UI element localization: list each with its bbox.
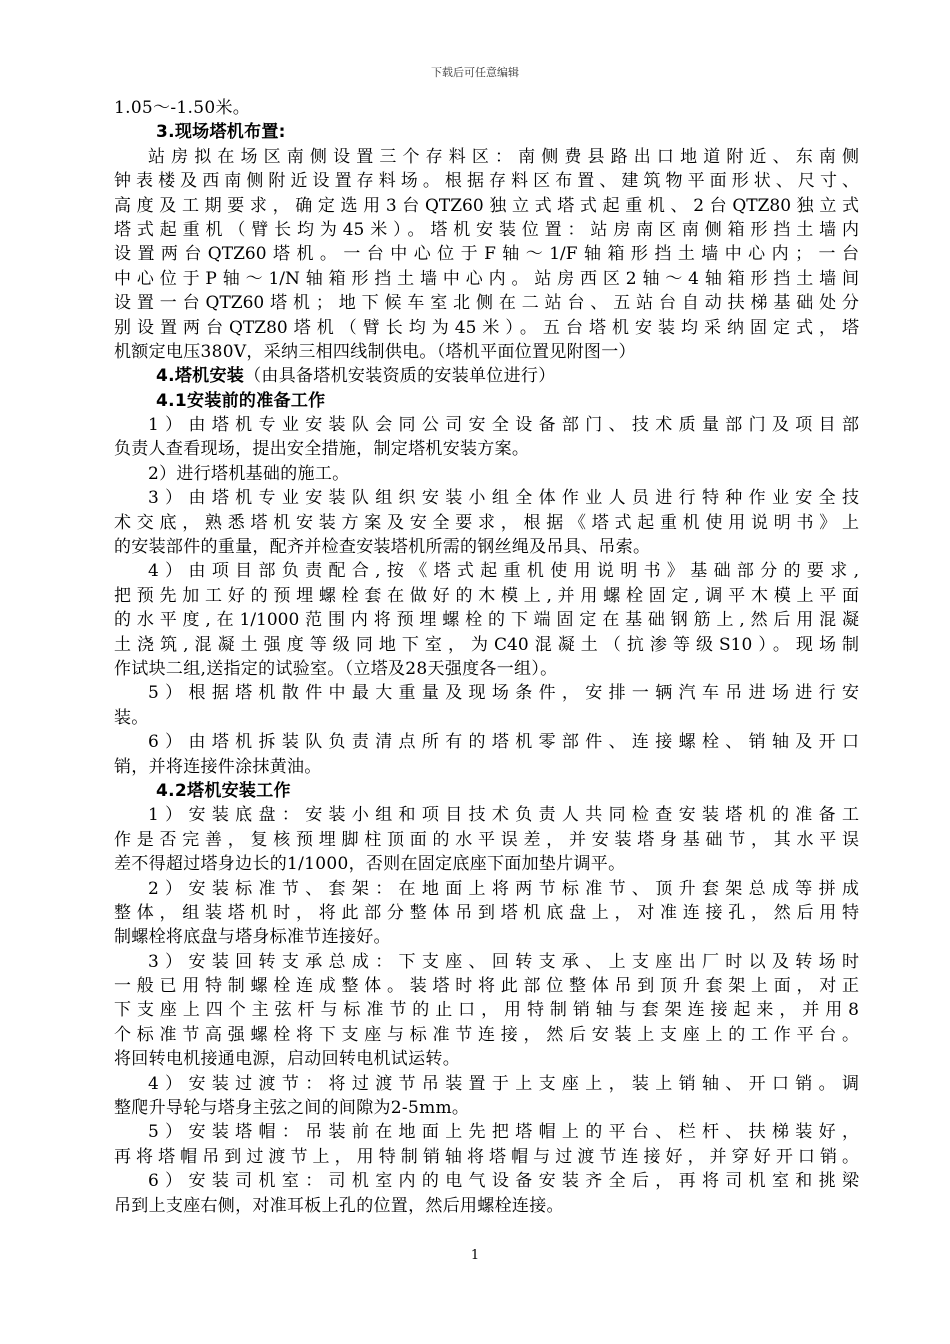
line-text: 的水平度,在1/1000范围内将预埋螺栓的下端固定在基础钢筋上,然后用混凝: [114, 610, 859, 631]
text-line: [114, 169, 859, 193]
text-line: [114, 145, 859, 169]
text-line: [114, 1023, 859, 1047]
line-text: 再将塔帽吊到过渡节上，用特制销轴将塔帽与过渡节连接好，并穿好开口销。: [114, 1146, 859, 1167]
text-line: [114, 316, 859, 340]
text-line: [114, 852, 859, 876]
line-text: 3）安装回转支承总成：下支座、回转支承、上支座出厂时以及转场时: [148, 951, 859, 972]
text-line: [114, 535, 859, 559]
text-line: [114, 1169, 859, 1193]
line-text: 下支座上四个主弦杆与标准节的止口，用特制销轴与套架连接起来，并用8: [114, 1000, 859, 1021]
text-line: [114, 1145, 859, 1169]
text-line: [114, 96, 859, 120]
text-line: [114, 755, 859, 779]
text-line: [114, 974, 859, 998]
text-line: [114, 1072, 859, 1096]
text-line: [114, 633, 859, 657]
text-line: [114, 340, 859, 364]
line-text: 别设置两台QTZ80塔机（臂长均为45米）。五台塔机安装均采纳固定式，塔: [114, 317, 859, 338]
document-body: [114, 96, 859, 1218]
line-text: 6）由塔机拆装队负责清点所有的塔机零部件、连接螺栓、销轴及开口: [148, 732, 859, 753]
line-text: 差不得超过塔身边长的1/1000，否则在固定底座下面加垫片调平。: [114, 854, 626, 875]
text-line: [114, 706, 859, 730]
line-text: 负责人查看现场，提出安全措施，制定塔机安装方案。: [114, 439, 530, 460]
text-line: [114, 877, 859, 901]
page-header: 下载后可任意编辑: [431, 66, 519, 79]
line-text: 装。: [114, 707, 149, 728]
text-line: [114, 218, 859, 242]
text-line: [114, 559, 859, 583]
text-line: [114, 803, 859, 827]
line-text: 吊到上支座右侧，对准耳板上孔的位置，然后用螺栓连接。: [114, 1195, 564, 1216]
line-text: 中心位于P轴～1/N轴箱形挡土墙中心内。站房西区2轴～4轴箱形挡土墙间: [114, 268, 859, 289]
text-line: [114, 730, 859, 754]
heading-note: （由具备塔机安装资质的安装单位进行）: [244, 366, 556, 387]
line-text: 整体，组装塔机时，将此部分整体吊到塔机底盘上，对准连接孔，然后用特: [114, 902, 859, 923]
line-text: 一般已用特制螺栓连成整体。装塔时将此部位整体吊到顶升套架上面，对正: [114, 976, 859, 997]
line-text: 把预先加工好的预埋螺栓套在做好的木模上,并用螺栓固定,调平木模上平面: [114, 585, 859, 606]
text-line: [114, 242, 859, 266]
text-line: [114, 584, 859, 608]
text-line: [114, 462, 859, 486]
line-text: 4.1安装前的准备工作: [156, 390, 326, 411]
text-line: [114, 925, 859, 949]
line-text: 5）根据塔机散件中最大重量及现场条件，安排一辆汽车吊进场进行安: [148, 683, 859, 704]
text-line: [114, 950, 859, 974]
line-text: 高度及工期要求，确定选用3台QTZ60独立式塔式起重机、2台QTZ80独立式: [114, 195, 859, 216]
line-text: 钟表楼及西南侧附近设置存料场。根据存料区布置、建筑物平面形状、尺寸、: [114, 171, 859, 192]
line-text: 3.现场塔机布置:: [156, 122, 286, 143]
line-text: 4）安装过渡节：将过渡节吊装置于上支座上，装上销轴、开口销。调: [148, 1073, 859, 1094]
section-heading: [114, 389, 859, 413]
line-text: 1）由塔机专业安装队会同公司安全设备部门、技术质量部门及项目部: [148, 415, 859, 436]
section-heading: [114, 364, 859, 388]
line-text: 5）安装塔帽：吊装前在地面上先把塔帽上的平台、栏杆、扶梯装好，: [148, 1122, 859, 1143]
text-line: [114, 901, 859, 925]
line-text: 2）安装标准节、套架：在地面上将两节标准节、顶升套架总成等拼成: [148, 878, 859, 899]
line-text: 作是否完善，复核预埋脚柱顶面的水平误差，并安装塔身基础节，其水平误: [114, 829, 859, 850]
line-text: 土浇筑,混凝土强度等级同地下室，为C40混凝土（抗渗等级S10）。现场制: [114, 634, 859, 655]
line-text: 术交底，熟悉塔机安装方案及安全要求，根据《塔式起重机使用说明书》上: [114, 512, 859, 533]
text-line: [114, 681, 859, 705]
line-text: 设置两台QTZ60塔机。一台中心位于F轴～1/F轴箱形挡土墙中心内；一台: [114, 244, 859, 265]
text-line: [114, 1096, 859, 1120]
text-line: [114, 413, 859, 437]
line-text: 将回转电机接通电源，启动回转电机试运转。: [114, 1049, 460, 1070]
line-text: 3）由塔机专业安装队组织安装小组全体作业人员进行特种作业安全技: [148, 488, 859, 509]
text-line: [114, 267, 859, 291]
text-line: [114, 194, 859, 218]
text-line: [114, 657, 859, 681]
page-number: 1: [470, 1248, 480, 1263]
text-line: [114, 1194, 859, 1218]
text-line: [114, 1120, 859, 1144]
line-text: 站房拟在场区南侧设置三个存料区：南侧费县路出口地道附近、东南侧: [148, 146, 859, 167]
line-text: 2）进行塔机基础的施工。: [148, 463, 350, 484]
text-line: [114, 486, 859, 510]
line-text: 1）安装底盘：安装小组和项目技术负责人共同检查安装塔机的准备工: [148, 805, 859, 826]
text-line: [114, 511, 859, 535]
section-heading: [114, 120, 859, 144]
line-text: 的安装部件的重量，配齐并检查安装塔机所需的钢丝绳及吊具、吊索。: [114, 537, 651, 558]
line-text: 设置一台QTZ60塔机；地下候车室北侧在二站台、五站台自动扶梯基础处分: [114, 293, 859, 314]
line-text: 制螺栓将底盘与塔身标准节连接好。: [114, 927, 391, 948]
text-line: [114, 828, 859, 852]
line-text: 机额定电压380V，采纳三相四线制供电。（塔机平面位置见附图一）: [114, 341, 636, 362]
line-text: 4）由项目部负责配合,按《塔式起重机使用说明书》基础部分的要求,: [148, 561, 859, 582]
text-line: [114, 437, 859, 461]
line-text: 1.05～-1.50米。: [114, 98, 251, 118]
line-text: 4.塔机安装: [156, 366, 245, 387]
line-text: 销，并将连接件涂抹黄油。: [114, 756, 322, 777]
text-line: [114, 291, 859, 315]
line-text: 塔式起重机（臂长均为45米）。塔机安装位置：站房南区南侧箱形挡土墙内: [114, 219, 859, 240]
line-text: 个标准节高强螺栓将下支座与标准节连接，然后安装上支座上的工作平台。: [114, 1024, 859, 1045]
text-line: [114, 1047, 859, 1071]
line-text: 整爬升导轮与塔身主弦之间的间隙为2-5mm。: [114, 1098, 470, 1119]
text-line: [114, 608, 859, 632]
line-text: 4.2塔机安装工作: [156, 780, 291, 801]
line-text: 作试块二组,送指定的试验室。（立塔及28天强度各一组）。: [114, 658, 558, 679]
text-line: [114, 998, 859, 1022]
line-text: 6）安装司机室：司机室内的电气设备安装齐全后，再将司机室和挑梁: [148, 1171, 859, 1192]
section-heading: [114, 779, 859, 803]
